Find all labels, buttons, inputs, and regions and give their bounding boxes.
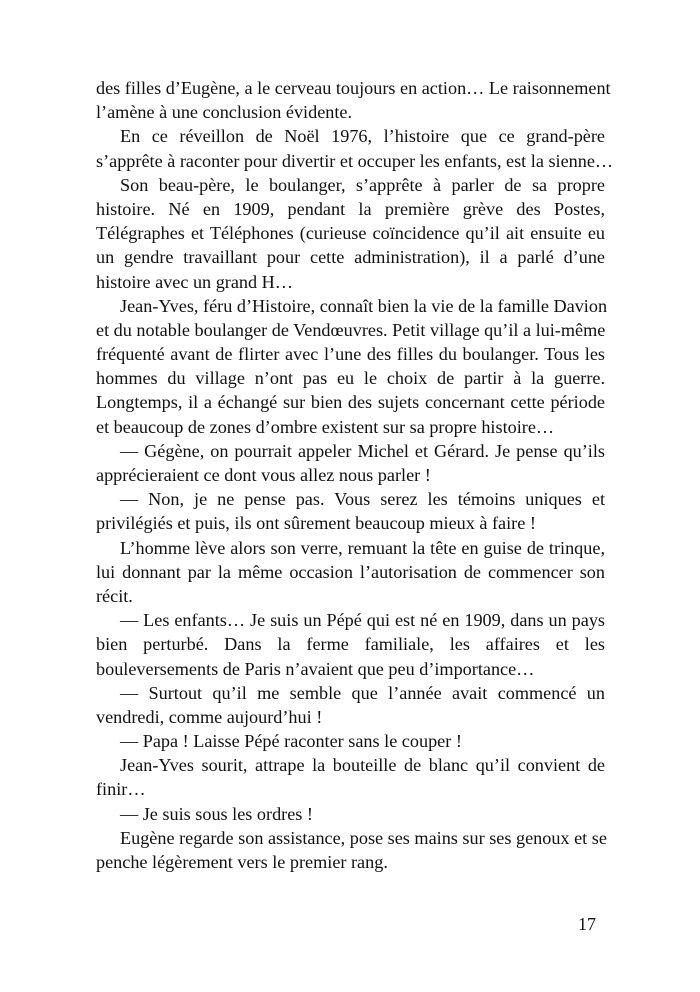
text-line: finir… (96, 779, 146, 800)
text-line: histoire avec un grand H… (96, 271, 293, 292)
text-line: Eugène regarde son assistance, pose ses mains sur ses genoux et se (120, 827, 607, 848)
text-line: — Non, je ne pense pas. Vous serez les témoins uniques et (120, 489, 605, 510)
text-line: — Surtout qu’il me semble que l’année avait commencé un (120, 682, 605, 703)
text-line: fréquenté avant de flirter avec l’une des filles du boulanger. Tous les (96, 344, 605, 365)
text-line: Télégraphes et Téléphones (curieuse coïncidence qu’il ait ensuite eu (96, 223, 605, 244)
paragraph (96, 826, 605, 874)
text-line: l’amène à une conclusion évidente. (96, 102, 353, 123)
paragraph (96, 681, 605, 729)
text-line: un gendre travaillant pour cette administration), il a parlé d’une (96, 247, 605, 268)
text-line: vendredi, comme aujourd’hui ! (96, 706, 323, 727)
paragraph (96, 173, 605, 294)
paragraph (96, 487, 605, 535)
paragraph (96, 124, 614, 172)
text-line: En ce réveillon de Noël 1976, l’histoire que ce grand-père (120, 126, 605, 147)
text-line: et beaucoup de zones d’ombre existent sur sa propre histoire… (96, 416, 555, 437)
paragraph (96, 608, 605, 681)
text-line: et du notable boulanger de Vendœuvres. Petit village qu’il a lui-même (96, 319, 606, 340)
paragraph (96, 294, 608, 439)
text-line: — Gégène, on pourrait appeler Michel et Gérard. Je pense qu’ils (120, 440, 605, 461)
paragraph (96, 802, 605, 826)
text-line: — Papa ! Laisse Pépé raconter sans le couper ! (120, 731, 462, 752)
text-line: L’homme lève alors son verre, remuant la tête en guise de trinque, (120, 537, 605, 558)
text-line: histoire. Né en 1909, pendant la première grève des Postes, (96, 198, 605, 219)
text-line: lui donnant par la même occasion l’autorisation de commencer son (96, 561, 605, 582)
text-line: privilégiés et puis, ils ont sûrement beaucoup mieux à faire ! (96, 513, 536, 534)
text-line: — Je suis sous les ordres ! (120, 803, 313, 824)
paragraph (96, 753, 605, 801)
text-line: récit. (96, 585, 133, 606)
body-text (96, 76, 614, 874)
paragraph (96, 439, 605, 487)
text-line: Jean-Yves sourit, attrape la bouteille de blanc qu’il convient de (120, 755, 605, 776)
text-line: des filles d’Eugène, a le cerveau toujours en action… Le raisonnement (96, 78, 611, 98)
text-line: bien perturbé. Dans la ferme familiale, les affaires et les (96, 634, 605, 655)
text-line: hommes du village n’ont pas eu le choix de partir à la guerre. (96, 368, 605, 389)
text-line: s’apprête à raconter pour divertir et occuper les enfants, est la sienne… (96, 150, 614, 171)
text-line: Son beau-père, le boulanger, s’apprête à parler de sa propre (120, 174, 605, 195)
text-line: penche légèrement vers le premier rang. (96, 852, 388, 872)
page-number: 17 (578, 914, 596, 934)
text-line: Longtemps, il a échangé sur bien des sujets concernant cette période (96, 392, 605, 413)
text-line: — Les enfants… Je suis un Pépé qui est né en 1909, dans un pays (120, 610, 605, 631)
text-line: bouleversements de Paris n’avaient que peu d’importance… (96, 658, 535, 679)
paragraph (96, 76, 611, 124)
paragraph (96, 536, 605, 609)
text-line: Jean-Yves, féru d’Histoire, connaît bien la vie de la famille Davion (120, 295, 608, 316)
text-line: apprécieraient ce dont vous allez nous parler ! (96, 465, 431, 485)
paragraph (96, 729, 605, 753)
